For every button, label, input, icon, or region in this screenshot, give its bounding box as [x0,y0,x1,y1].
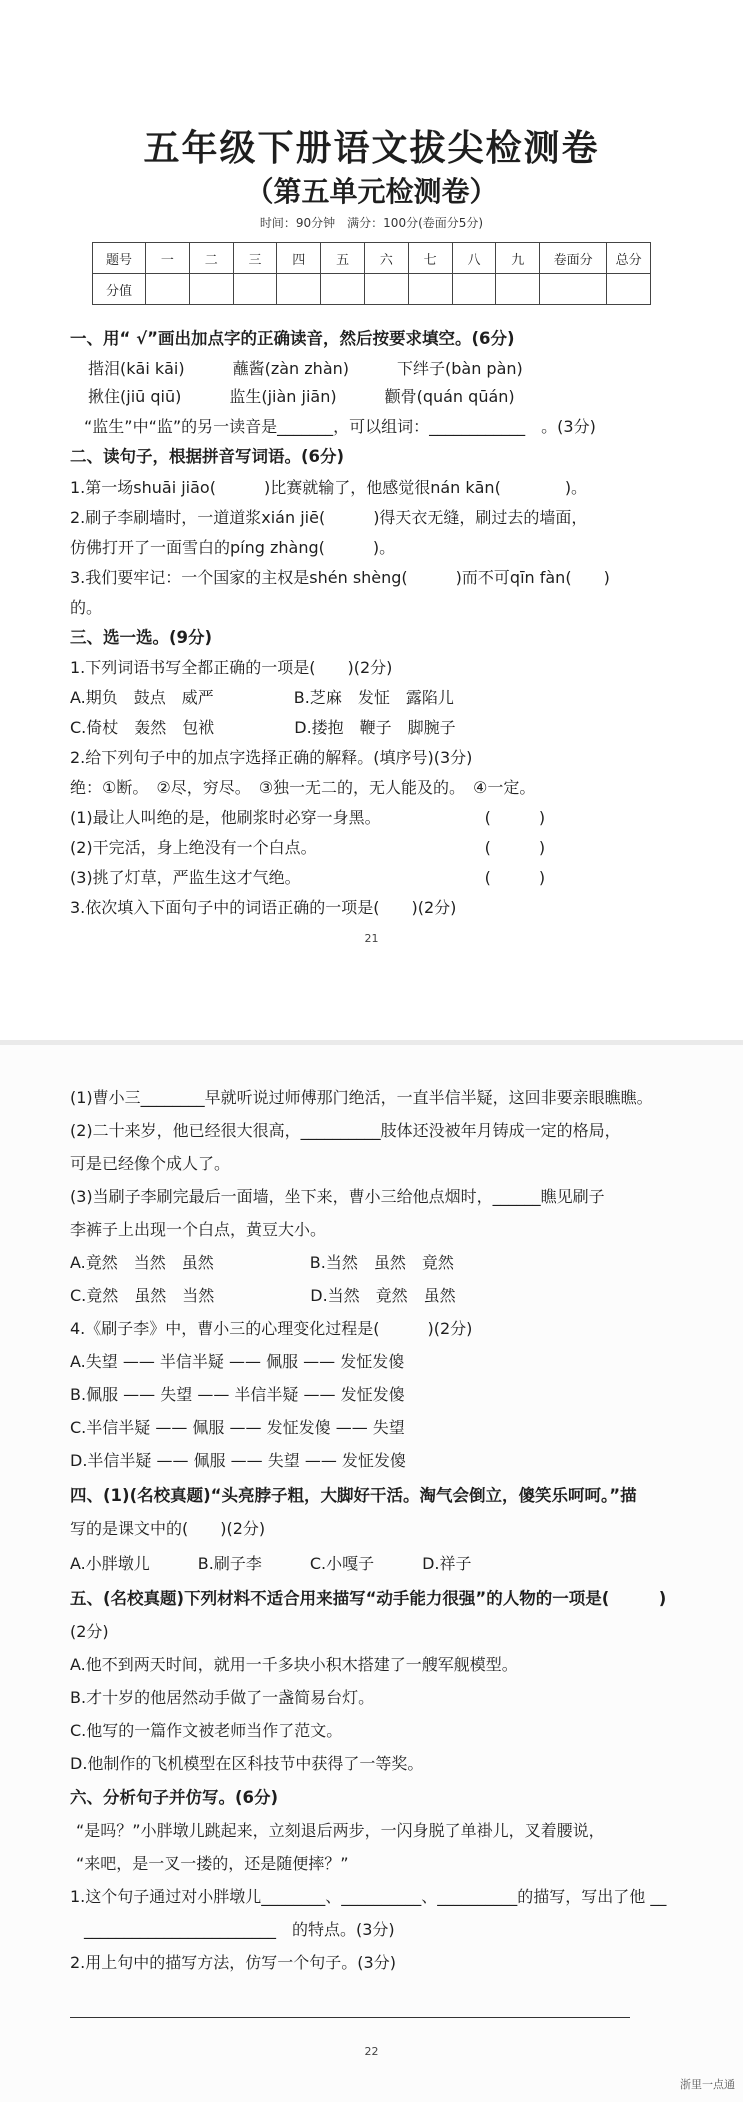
section-heading: 四、(1)(名校真题)“头亮脖子粗，大脚好干活。淘气会倒立，傻笑乐呵呵。”描 [70,1486,637,1505]
section-heading: 二、读句子，根据拼音写词语。(6分) [70,447,345,466]
question-line: 仿佛打开了一面雪白的píng zhàng( )。 [70,538,396,557]
question-line: (2分) [70,1622,109,1641]
option-line: B.才十岁的他居然动手做了一盏简易台灯。 [70,1688,375,1707]
question-line: (1)曹小三________早就听说过师傅那门绝活，一直半信半疑，这回非要亲眼瞧瞧。 [70,1088,653,1107]
question-line: (1)最让人叫绝的是，他刷浆时必穿一身黑。 ( ) [70,808,546,827]
score-input-cell[interactable] [496,274,540,305]
question-line: 李裤子上出现一个白点，黄豆大小。 [70,1220,327,1239]
section-heading: 一、用“ √”画出加点字的正确读音，然后按要求填空。(6分) [70,329,515,348]
question-line: 可是已经像个成人了。 [70,1154,231,1173]
score-input-cell[interactable] [364,274,408,305]
score-input-cell[interactable] [607,274,651,305]
question-line: 2.刷子李刷墙时，一道道浆xián jiē( )得天衣无缝，刷过去的墙面， [70,508,588,527]
question-line: 绝：①断。 ②尽，穷尽。 ③独一无二的，无人能及的。 ④一定。 [70,778,536,797]
score-input-cell[interactable] [321,274,365,305]
score-cell: 六 [364,243,408,274]
option-line: D.他制作的飞机模型在区科技节中获得了一等奖。 [70,1754,424,1773]
answer-line[interactable] [70,2017,630,2018]
score-input-cell[interactable] [540,274,607,305]
question-line: “来吧，是一叉一搂的，还是随便摔？” [76,1854,349,1873]
question-line: (2)干完活，身上绝没有一个白点。 ( ) [70,838,546,857]
exam-page-2 [0,1045,743,2102]
question-line: 揪住(jiū qiū) 监生(jiàn jiān) 颧骨(quán qūán) [88,387,515,406]
exam-subtitle: （第五单元检测卷） [245,175,498,208]
question-line: 1.这个句子通过对小胖墩儿________、__________、__________的描写，写出了他 __ [70,1887,667,1906]
score-cell: 七 [408,243,452,274]
section-heading: 六、分析句子并仿写。(6分) [70,1788,279,1807]
option-line: C.半信半疑 —— 佩服 —— 发怔发傻 —— 失望 [70,1418,405,1437]
score-cell: 九 [496,243,540,274]
option-line: A.小胖墩儿 B.刷子李 C.小嘎子 D.祥子 [70,1554,472,1573]
question-line: 3.依次填入下面句子中的词语正确的一项是( )(2分) [70,898,457,917]
question-line: (3)当刷子李刷完最后一面墙，坐下来，曹小三给他点烟时，______瞧见刷子 [70,1187,605,1206]
question-line: ________________________ 的特点。(3分) [84,1920,395,1939]
score-input-cell[interactable] [146,274,190,305]
question-line: “是吗？”小胖墩儿跳起来，立刻退后两步，一闪身脱了单褂儿，叉着腰说， [76,1821,605,1840]
option-line: C.倚杖 轰然 包袱 D.搂抱 鞭子 脚腕子 [70,718,456,737]
score-cell: 二 [189,243,233,274]
option-line: D.半信半疑 —— 佩服 —— 失望 —— 发怔发傻 [70,1451,406,1470]
score-cell: 一 [146,243,190,274]
question-line: 2.给下列句子中的加点字选择正确的解释。(填序号)(3分) [70,748,473,767]
question-line: 3.我们要牢记：一个国家的主权是shén shèng( )而不可qīn fàn( ) [70,568,610,587]
question-line: 写的是课文中的( )(2分) [70,1519,266,1538]
option-line: B.佩服 —— 失望 —— 半信半疑 —— 发怔发傻 [70,1385,405,1404]
score-table-header-row [93,243,651,274]
score-input-cell[interactable] [408,274,452,305]
question-line: (3)挑了灯草，严监生这才气绝。 ( ) [70,868,546,887]
score-input-cell[interactable] [189,274,233,305]
exam-page-1 [0,0,743,1045]
page-number: 21 [364,932,379,945]
score-table-value-row [93,274,651,305]
score-cell: 卷面分 [540,243,607,274]
question-line: 的。 [70,598,103,617]
score-table [92,242,651,305]
question-line: (2)二十来岁，他已经很大很高，__________肢体还没被年月铸成一定的格局， [70,1121,621,1140]
page-number: 22 [364,2045,379,2058]
score-input-cell[interactable] [233,274,277,305]
score-input-cell[interactable] [452,274,496,305]
score-input-cell[interactable] [277,274,321,305]
exam-title: 五年级下册语文拔尖检测卷 [143,127,600,169]
option-line: A.他不到两天时间，就用一千多块小积木搭建了一艘军舰模型。 [70,1655,518,1674]
option-line: A.竟然 当然 虽然 B.当然 虽然 竟然 [70,1253,454,1272]
option-line: A.期负 鼓点 威严 B.芝麻 发怔 露陷儿 [70,688,454,707]
source-watermark: 浙里一点通 [680,2078,735,2091]
score-row-label: 分值 [93,274,146,305]
question-line: 4.《刷子李》中，曹小三的心理变化过程是( )(2分) [70,1319,473,1338]
score-cell: 八 [452,243,496,274]
option-line: C.他写的一篇作文被老师当作了范文。 [70,1721,343,1740]
question-line: “监生”中“监”的另一读音是_______，可以组词：____________ 。(3分) [84,417,596,436]
score-cell: 题号 [93,243,146,274]
score-cell: 四 [277,243,321,274]
score-cell: 三 [233,243,277,274]
option-line: A.失望 —— 半信半疑 —— 佩服 —— 发怔发傻 [70,1352,405,1371]
score-cell: 五 [321,243,365,274]
question-line: 揩泪(kāi kāi) 蘸酱(zàn zhàn) 下绊子(bàn pàn) [88,359,523,378]
question-line: 1.第一场shuāi jiāo( )比赛就输了，他感觉很nán kān( )。 [70,478,588,497]
question-line: 2.用上句中的描写方法，仿写一个句子。(3分) [70,1953,396,1972]
section-heading: 五、(名校真题)下列材料不适合用来描写“动手能力很强”的人物的一项是( ) [70,1589,667,1608]
option-line: C.竟然 虽然 当然 D.当然 竟然 虽然 [70,1286,456,1305]
section-heading: 三、选一选。(9分) [70,628,213,647]
exam-meta: 时间：90分钟 满分：100分(卷面分5分) [259,216,484,230]
score-cell: 总分 [607,243,651,274]
question-line: 1.下列词语书写全都正确的一项是( )(2分) [70,658,393,677]
